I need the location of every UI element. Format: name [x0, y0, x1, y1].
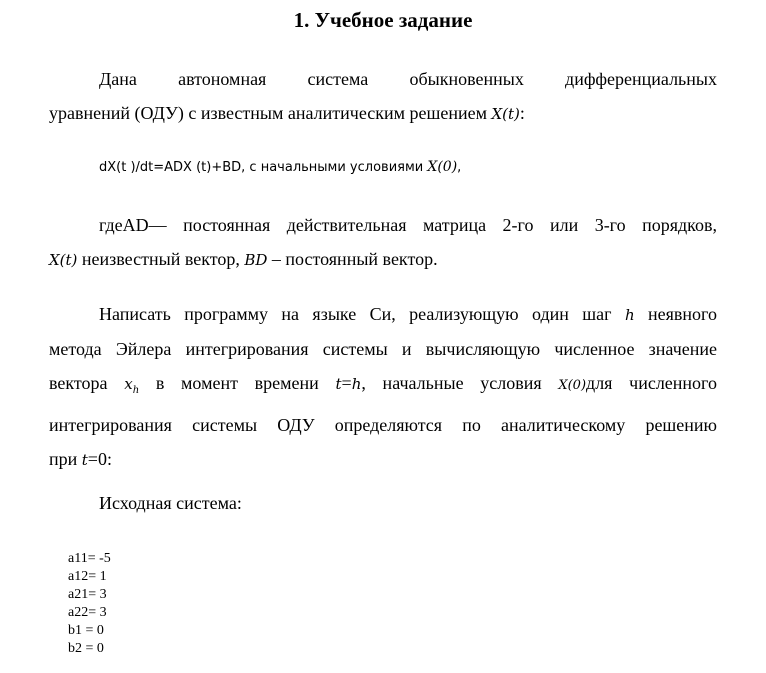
- intro-line-2-text: уравнений (ОДУ) с известным аналитическим решением: [49, 103, 492, 123]
- param-b2: b2 = 0: [68, 641, 104, 656]
- intro-line-2: [49, 96, 717, 131]
- task-line-1-b: неявного: [634, 304, 717, 324]
- task-line-4: интегрирования системы ОДУ определяются по аналитическому решению: [49, 415, 717, 435]
- task-line-1: [49, 297, 717, 332]
- paragraph-intro: [49, 62, 717, 131]
- solution-symbol: X(t): [491, 105, 520, 123]
- task-line-5-b: =0:: [87, 449, 112, 469]
- param-b1: b1 = 0: [68, 623, 104, 638]
- x0-symbol: X(0): [558, 378, 587, 393]
- definitions-line-2-text: неизвестный вектор,: [77, 249, 245, 269]
- definitions-line-1: гдеAD— постоянная действительная матрица 2-го или 3-го порядков,: [99, 215, 717, 235]
- equals-sign: =: [341, 373, 352, 393]
- source-system-heading: Исходная система:: [99, 493, 242, 513]
- ode-equation: [99, 159, 461, 175]
- param-a12: a12= 1: [68, 569, 107, 584]
- bd-symbol: BD: [244, 251, 268, 269]
- xh-symbol: $x_h$: [124, 375, 140, 396]
- param-a22: a22= 3: [68, 605, 107, 620]
- intro-line-2-end: :: [519, 103, 525, 123]
- task-line-3-c: , начальные условия: [361, 373, 559, 393]
- param-a11: a11= -5: [68, 551, 111, 566]
- task-line-3-b: в момент времени: [139, 373, 336, 393]
- task-line-3: [49, 366, 717, 408]
- task-line-2: метода Эйлера интегрирования системы и вычисляющую численное значение: [49, 339, 717, 359]
- unknown-vector-symbol: X(t): [49, 251, 78, 269]
- t-symbol: t: [335, 375, 342, 393]
- equation-end: ,: [457, 160, 462, 175]
- param-a21: a21= 3: [68, 587, 107, 602]
- step-h-symbol: h: [624, 306, 635, 324]
- task-line-5: [49, 442, 717, 477]
- task-line-3-a: вектора: [49, 373, 125, 393]
- parameter-list: [68, 550, 111, 658]
- definitions-line-2-end: – постоянный вектор.: [267, 249, 438, 269]
- paragraph-task: [49, 297, 717, 477]
- equation-text: dX(t )/dt=ADX (t)+BD, с начальными условиями: [99, 160, 428, 175]
- definitions-line-2: [49, 242, 717, 277]
- task-line-3-d: для численного: [586, 373, 717, 393]
- task-line-1-a: Написать программу на языке Си, реализующую один шаг: [99, 304, 625, 324]
- paragraph-definitions: [49, 208, 717, 277]
- task-line-5-a: при: [49, 449, 82, 469]
- intro-line-1: Дана автономная система обыкновенных дифференциальных: [99, 69, 717, 89]
- initial-condition-symbol: X(0): [427, 159, 458, 175]
- t-zero-symbol: t: [81, 451, 88, 469]
- h-symbol: h: [351, 375, 362, 393]
- section-title: 1. Учебное задание: [293, 8, 473, 32]
